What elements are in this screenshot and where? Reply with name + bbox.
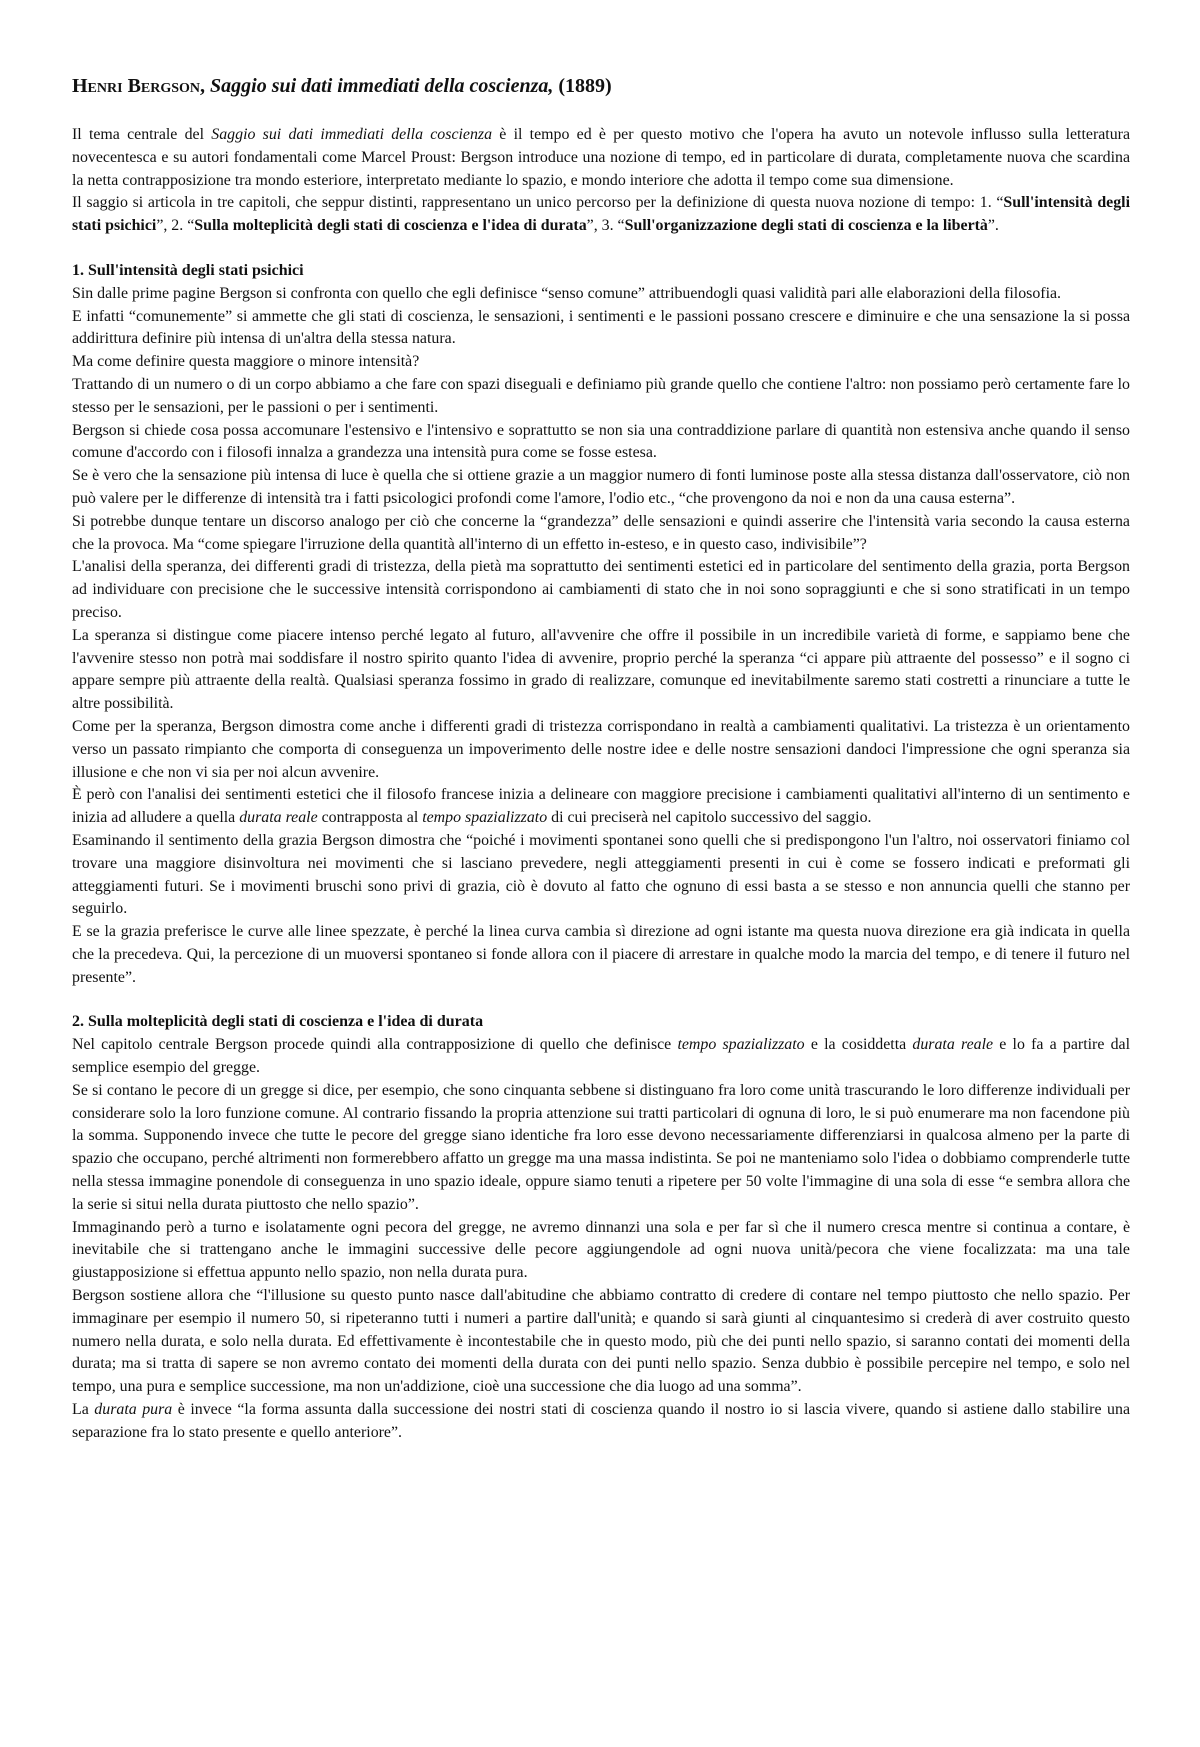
term-durata-pura: durata pura [94,1401,173,1419]
section-1-paragraph: Si potrebbe dunque tentare un discorso analogo per ciò che concerne la “grandezza” delle sensazioni e quindi asserire che l'intensità varia secondo la causa esterna che la provoca. Ma “come spiegare l'irruzione della quantità all'interno di un effetto in-esteso, e in questo caso, indivisibile”? [72,512,1130,553]
term-durata-reale: durata reale [239,809,318,827]
section-1-paragraph: La speranza si distingue come piacere intenso perché legato al futuro, all'avvenire che offre il possibile in un incredibile varietà di forme, e sappiamo bene che l'avvenire stesso non potrà mai soddisfare il nostro spirito quanto l'idea di avvenire, proprio perché la speranza “ci appare più attraente del possesso” e il sogno ci appare sempre più attraente della realtà. Qualsiasi speranza fossimo in grado di realizzare, comunque ed inevitabilmente saremo stati costretti a rinunciare a tutte le altre possibilità. [72,626,1130,713]
document-page [72,74,1130,1445]
section-1-paragraph: Trattando di un numero o di un corpo abbiamo a che fare con spazi diseguali e definiamo più grande quello che contiene l'altro: non possiamo però certamente fare lo stesso per le sensazioni, per le passioni o per i sentimenti. [72,375,1130,416]
section-2-paragraph: Immaginando però a turno e isolatamente ogni pecora del gregge, ne avremo dinnanzi una sola e per far sì che il numero cresca mentre si continua a contare, è inevitabile che si trattengano anche le immagini successive delle pecore aggiungendole ad ogni nuova unità/pecora che viene focalizzata: ma una tale giustapposizione si effettua appunto nello spazio, non nella durata pura. [72,1218,1130,1282]
section-1-paragraph: L'analisi della speranza, dei differenti gradi di tristezza, della pietà ma soprattutto dei sentimenti estetici ed in particolare del sentimento della grazia, porta Bergson ad individuare con precisione che le successive intensità corrispondono ai cambiamenti di stato che in noi sono sopraggiunti e che si sono stratificati in un tempo preciso. [72,558,1130,621]
term-tempo-spazializzato: tempo spazializzato [422,809,548,827]
section-2-paragraph: Se si contano le pecore di un gregge si dice, per esempio, che sono cinquanta sebbene si distinguano fra loro come unità trascurando le loro differenze individuali per considerare solo la loro funzione comune. Al contrario fissando la propria attenzione sui tratti particolari di ognuna di loro, le si può enumerare ma non facendone più la somma. Supponendo invece che tutte le pecore del gregge siano identiche fra loro esse devono necessariamente differenziarsi in qualcosa almeno per la parte di spazio che occupano, perché altrimenti non formerebbero affatto un gregge ma una massa indistinta. Se poi ne manteniamo solo l'idea o dobbiamo comprenderle tutte nella stessa immagine ponendole di conseguenza in uno spazio ideale, oppure siamo tenuti a ripetere per 50 volte l'immagine di una sola di esse “e sembra allora che la serie si situi nella durata piuttosto che nello spazio”. [72,1081,1130,1213]
work-title: Saggio sui dati immediati della coscienza, [210,75,554,97]
term-durata-reale: durata reale [912,1036,994,1054]
author-name: Henri Bergson, [72,75,206,97]
section-1-paragraph: E se la grazia preferisce le curve alle linee spezzate, è perché la linea curva cambia sì direzione ad ogni istante ma questa nuova direzione era già indicata in quella che la precedeva. Qui, la percezione di un muoversi spontaneo si fonde allora con il piacere di arrestare in qualche modo la marcia del tempo, e di tenere il futuro nel presente”. [72,923,1130,986]
term-tempo-spazializzato: tempo spazializzato [677,1036,805,1054]
chapter-3-name: Sull'organizzazione degli stati di coscienza e la libertà [624,217,988,235]
section-1-paragraph: È però con l'analisi dei sentimenti estetici che il filosofo francese inizia a delineare con maggiore precisione i cambiamenti qualitativi all'interno di un sentimento e inizia ad alludere a quella durata reale contrapposta al tempo spazializzato di cui preciserà nel capitolo successivo del saggio. [72,786,1130,827]
chapter-2-name: Sulla molteplicità degli stati di coscienza e l'idea di durata [194,217,587,235]
intro-paragraph-1: Il tema centrale del Saggio sui dati immediati della coscienza è il tempo ed è per questo motivo che l'opera ha avuto un notevole influsso sulla letteratura novecentesca e su autori fondamentali come Marcel Proust: Bergson introduce una nozione di tempo, ed in particolare di durata, completamente nuova che scardina la netta contrapposizione tra mondo esteriore, interpretato mediante lo spazio, e mondo interiore che adotta il tempo come sua dimensione. [72,126,1130,189]
section-1-paragraph: Ma come definire questa maggiore o minore intensità? [72,353,420,371]
document-title [72,74,1130,98]
chapter-1-name: Sull'intensità degli stati psichici [72,194,1130,235]
section-2-paragraph: La durata pura è invece “la forma assunta dalla successione dei nostri stati di coscienza quando il nostro io si lascia vivere, quando si astiene dallo stabilire una separazione fra lo stato presente e quello anteriore”. [72,1401,1130,1441]
section-1-paragraph: Esaminando il sentimento della grazia Bergson dimostra che “poiché i movimenti spontanei sono quelli che si predispongono l'un l'altro, noi osservatori finiamo col trovare una maggiore disinvoltura nei movimenti che si lasciano prevedere, negli atteggiamenti presenti in cui è come se fossero indicati e preformati gli atteggiamenti futuri. Se i movimenti bruschi sono privi di grazia, ciò è dovuto al fatto che ognuno di essi basta a se stesso e non annuncia quelli che stanno per seguirlo. [72,831,1130,918]
section-1-paragraph: E infatti “comunemente” si ammette che gli stati di coscienza, le sensazioni, i sentimenti e le passioni possano crescere e diminuire e che una sensazione la si possa addirittura definire più intensa di un'altra della stessa natura. [72,307,1130,348]
section-1-paragraph: Sin dalle prime pagine Bergson si confronta con quello che egli definisce “senso comune” attribuendogli quasi validità pari alle elaborazioni della filosofia. [72,284,1062,302]
section-2-heading: 2. Sulla molteplicità degli stati di coscienza e l'idea di durata [72,1013,484,1031]
section-1-paragraph: Come per la speranza, Bergson dimostra come anche i differenti gradi di tristezza corrispondano in realtà a cambiamenti qualitativi. La tristezza è un orientamento verso un passato rimpianto che comporta di conseguenza un impoverimento delle nostre idee e delle nostre sensazioni dandoci l'impressione che ogni speranza sia illusione e che non vi sia per noi alcun avvenire. [72,717,1130,781]
intro-paragraph-2: Il saggio si articola in tre capitoli, che seppur distinti, rappresentano un unico percorso per la definizione di questa nuova nozione di tempo: 1. “Sull'intensità degli stati psichici”, 2. “Sulla molteplicità degli stati di coscienza e l'idea di durata”, 3. “Sull'organizzazione degli stati di coscienza e la libertà”. [72,194,1130,235]
section-2-paragraph: Nel capitolo centrale Bergson procede quindi alla contrapposizione di quello che definisce tempo spazializzato e la cosiddetta durata reale e lo fa a partire dal semplice esempio del gregge. [72,1036,1130,1077]
publication-year: (1889) [558,75,612,97]
section-1-heading: 1. Sull'intensità degli stati psichici [72,261,304,279]
section-1-paragraph: Bergson si chiede cosa possa accomunare l'estensivo e l'intensivo e soprattutto se non sia una contraddizione parlare di quantità non estensiva anche quando il senso comune d'accordo con i filosofi innalza a grandezza una intensità pura come se fosse estesa. [72,421,1130,462]
work-title-inline: Saggio sui dati immediati della coscienza [211,126,493,143]
section-1-paragraph: Se è vero che la sensazione più intensa di luce è quella che si ottiene grazie a un maggior numero di fonti luminose poste alla stessa distanza dall'osservatore, ciò non può valere per le differenze di intensità tra i fatti psicologici profondi come l'amore, l'odio etc., “che provengono da noi e non da una causa esterna”. [72,467,1130,507]
section-2-paragraph: Bergson sostiene allora che “l'illusione su questo punto nasce dall'abitudine che abbiamo contratto di credere di contare nel tempo piuttosto che nello spazio. Per immaginare per esempio il numero 50, si ripeteranno tutti i numeri a partire dall'unità; e quando si sarà giunti al cinquantesimo si crederà di aver costruito questo numero nella durata, e solo nella durata. Ed effettivamente è incontestabile che in questo modo, più che dei punti nello spazio, si saranno contati dei momenti della durata; ma si tratta di sapere se non avremo contato dei momenti della durata con dei punti nello spazio. Senza dubbio è possibile percepire nel tempo, e solo nel tempo, una pura e semplice successione, ma non un'addizione, cioè una successione che dia luogo ad una somma”. [72,1287,1130,1396]
